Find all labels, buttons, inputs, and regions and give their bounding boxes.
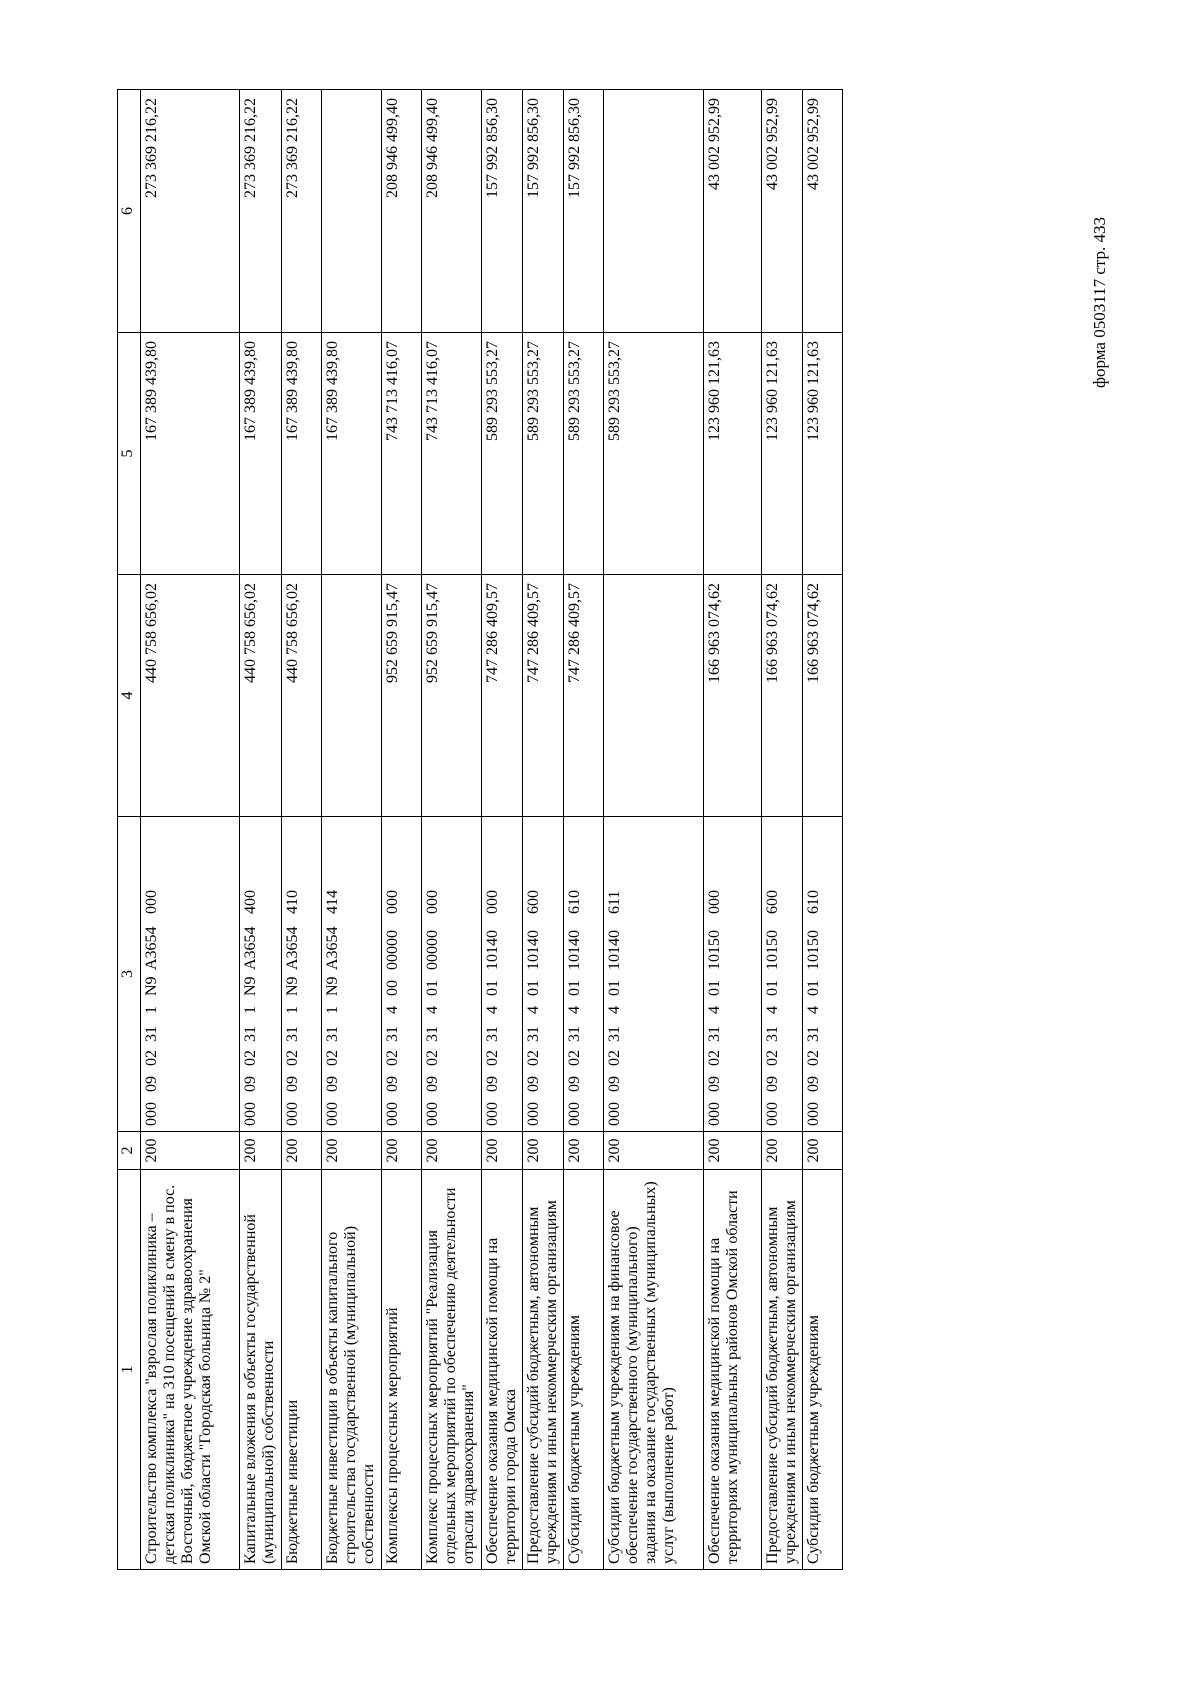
- code-part: A3654: [242, 926, 259, 970]
- code-part: 1: [242, 1006, 259, 1014]
- code-part: 01: [805, 980, 822, 996]
- code-part: 10140: [525, 930, 542, 970]
- row-value-col5: 167 389 439,80: [282, 333, 322, 575]
- row-value-col4: 952 659 915,47: [382, 575, 422, 817]
- code-part: 400: [242, 890, 259, 914]
- table-row: [604, 90, 704, 1570]
- code-part: 02: [424, 1050, 441, 1066]
- code-part: 000: [764, 1102, 781, 1126]
- code-part: 000: [424, 890, 441, 914]
- row-line-code: 200: [282, 1132, 322, 1170]
- row-budget-code: [282, 817, 322, 1132]
- code-part: 09: [384, 1076, 401, 1092]
- table-row: [382, 90, 422, 1570]
- code-part: 4: [384, 1006, 401, 1014]
- row-line-code: 200: [604, 1132, 704, 1170]
- code-part: 31: [384, 1026, 401, 1042]
- row-line-code: 200: [382, 1132, 422, 1170]
- row-value-col5: 167 389 439,80: [141, 333, 240, 575]
- code-part: 01: [764, 980, 781, 996]
- code-part: 31: [805, 1026, 822, 1042]
- row-value-col6: 157 992 856,30: [564, 90, 604, 333]
- column-header-4: 4: [118, 575, 141, 817]
- code-part: 01: [706, 980, 723, 996]
- code-part: 09: [706, 1076, 723, 1092]
- row-value-col4: 952 659 915,47: [422, 575, 482, 817]
- row-value-col5: 123 960 121,63: [704, 333, 762, 575]
- row-line-code: 200: [704, 1132, 762, 1170]
- code-part: 4: [566, 1006, 583, 1014]
- row-budget-code: [422, 817, 482, 1132]
- code-part: 10140: [606, 930, 623, 970]
- code-part: 000: [143, 890, 160, 914]
- row-budget-code: [604, 817, 704, 1132]
- code-part: 4: [764, 1006, 781, 1014]
- code-part: N9: [324, 976, 341, 996]
- table-row: [704, 90, 762, 1570]
- row-name: Строительство комплекса "взрослая поликлиника – детская поликлиника" на 310 посещений в смену в пос. Восточный, бюджетное учреждение здравоохранения Омской области "Городская больница № 2": [141, 1170, 240, 1570]
- table-row: [523, 90, 564, 1570]
- code-part: 610: [805, 890, 822, 914]
- form-label: форма 0503117 стр. 433: [1090, 217, 1109, 388]
- table-row: [322, 90, 382, 1570]
- row-budget-code: [382, 817, 422, 1132]
- code-part: 000: [324, 1102, 341, 1126]
- table-row: [803, 90, 843, 1570]
- row-value-col4: 440 758 656,02: [141, 575, 240, 817]
- row-value-col5: 123 960 121,63: [803, 333, 843, 575]
- code-part: N9: [143, 976, 160, 996]
- code-part: A3654: [143, 926, 160, 970]
- code-part: 09: [324, 1076, 341, 1092]
- code-part: 02: [764, 1050, 781, 1066]
- row-value-col6: 273 369 216,22: [141, 90, 240, 333]
- row-line-code: 200: [322, 1132, 382, 1170]
- row-name: Бюджетные инвестиции в объекты капитального строительства государственной (муниципальной) собственности: [322, 1170, 382, 1570]
- code-part: 09: [484, 1076, 501, 1092]
- row-value-col5: 123 960 121,63: [762, 333, 803, 575]
- code-part: 02: [324, 1050, 341, 1066]
- row-value-col4: [604, 575, 704, 817]
- row-value-col4: [322, 575, 382, 817]
- code-part: A3654: [324, 926, 341, 970]
- row-budget-code: [141, 817, 240, 1132]
- row-value-col4: 166 963 074,62: [762, 575, 803, 817]
- code-part: 000: [384, 890, 401, 914]
- row-line-code: 200: [564, 1132, 604, 1170]
- code-part: 600: [525, 890, 542, 914]
- code-part: 000: [242, 1102, 259, 1126]
- row-value-col5: 743 713 416,07: [422, 333, 482, 575]
- code-part: 1: [284, 1006, 301, 1014]
- row-line-code: 200: [803, 1132, 843, 1170]
- table-body: [141, 90, 843, 1570]
- table-row: [240, 90, 282, 1570]
- row-line-code: 200: [482, 1132, 523, 1170]
- row-name: Капитальные вложения в объекты государственной (муниципальной) собственности: [240, 1170, 282, 1570]
- code-part: 31: [484, 1026, 501, 1042]
- code-part: 31: [566, 1026, 583, 1042]
- row-value-col5: 589 293 553,27: [523, 333, 564, 575]
- column-header-6: 6: [118, 90, 141, 333]
- table-row: [422, 90, 482, 1570]
- code-part: 10150: [764, 930, 781, 970]
- code-part: 10140: [566, 930, 583, 970]
- row-value-col6: 157 992 856,30: [482, 90, 523, 333]
- row-budget-code: [704, 817, 762, 1132]
- code-part: 610: [566, 890, 583, 914]
- code-part: 4: [706, 1006, 723, 1014]
- code-part: 31: [706, 1026, 723, 1042]
- code-part: 09: [284, 1076, 301, 1092]
- code-part: 000: [805, 1102, 822, 1126]
- row-value-col5: 589 293 553,27: [482, 333, 523, 575]
- code-part: 31: [606, 1026, 623, 1042]
- row-budget-code: [240, 817, 282, 1132]
- row-line-code: 200: [141, 1132, 240, 1170]
- row-budget-code: [564, 817, 604, 1132]
- code-part: 000: [484, 890, 501, 914]
- code-part: 000: [566, 1102, 583, 1126]
- code-part: 01: [484, 980, 501, 996]
- code-part: 09: [525, 1076, 542, 1092]
- row-line-code: 200: [762, 1132, 803, 1170]
- row-value-col4: 747 286 409,57: [482, 575, 523, 817]
- row-value-col4: 747 286 409,57: [564, 575, 604, 817]
- code-part: 000: [143, 1102, 160, 1126]
- code-part: 01: [566, 980, 583, 996]
- code-part: 31: [324, 1026, 341, 1042]
- table-row: [141, 90, 240, 1570]
- code-part: 000: [384, 1102, 401, 1126]
- row-value-col6: 157 992 856,30: [523, 90, 564, 333]
- code-part: 000: [484, 1102, 501, 1126]
- row-budget-code: [762, 817, 803, 1132]
- column-header-2: 2: [118, 1132, 141, 1170]
- row-name: Обеспечение оказания медицинской помощи на территориях муниципальных районов Омской области: [704, 1170, 762, 1570]
- code-part: 00: [384, 980, 401, 996]
- row-value-col4: 440 758 656,02: [282, 575, 322, 817]
- table-row: [564, 90, 604, 1570]
- code-part: 31: [764, 1026, 781, 1042]
- row-budget-code: [482, 817, 523, 1132]
- code-part: N9: [242, 976, 259, 996]
- row-value-col6: [322, 90, 382, 333]
- code-part: 31: [284, 1026, 301, 1042]
- code-part: 01: [424, 980, 441, 996]
- row-name: Комплекс процессных мероприятий "Реализация отдельных мероприятий по обеспечению деятельности отрасли здравоохранения": [422, 1170, 482, 1570]
- code-part: 02: [606, 1050, 623, 1066]
- table-row: [282, 90, 322, 1570]
- report-table: [117, 89, 843, 1570]
- code-part: 000: [424, 1102, 441, 1126]
- row-budget-code: [322, 817, 382, 1132]
- column-header-3: 3: [118, 817, 141, 1132]
- code-part: 09: [143, 1076, 160, 1092]
- row-value-col5: 743 713 416,07: [382, 333, 422, 575]
- code-part: 1: [143, 1006, 160, 1014]
- code-part: 31: [525, 1026, 542, 1042]
- code-part: 02: [706, 1050, 723, 1066]
- row-value-col6: 43 002 952,99: [762, 90, 803, 333]
- row-name: Предоставление субсидий бюджетным, автономным учреждениям и иным некоммерческим организациям: [762, 1170, 803, 1570]
- code-part: 09: [424, 1076, 441, 1092]
- row-value-col4: 166 963 074,62: [803, 575, 843, 817]
- row-value-col6: 208 946 499,40: [382, 90, 422, 333]
- code-part: 02: [242, 1050, 259, 1066]
- code-part: 02: [384, 1050, 401, 1066]
- row-value-col6: 273 369 216,22: [282, 90, 322, 333]
- row-value-col4: 166 963 074,62: [704, 575, 762, 817]
- code-part: 02: [143, 1050, 160, 1066]
- code-part: 4: [424, 1006, 441, 1014]
- row-value-col5: 167 389 439,80: [322, 333, 382, 575]
- row-value-col6: [604, 90, 704, 333]
- code-part: 000: [706, 890, 723, 914]
- code-part: 02: [805, 1050, 822, 1066]
- row-value-col4: 440 758 656,02: [240, 575, 282, 817]
- row-value-col5: 589 293 553,27: [564, 333, 604, 575]
- row-value-col4: 747 286 409,57: [523, 575, 564, 817]
- code-part: 414: [324, 890, 341, 914]
- code-part: 4: [805, 1006, 822, 1014]
- table-row: [482, 90, 523, 1570]
- row-line-code: 200: [240, 1132, 282, 1170]
- code-part: 000: [525, 1102, 542, 1126]
- code-part: 01: [606, 980, 623, 996]
- code-part: 02: [525, 1050, 542, 1066]
- code-part: 00000: [384, 930, 401, 970]
- code-part: 09: [764, 1076, 781, 1092]
- code-part: 02: [484, 1050, 501, 1066]
- row-value-col6: 43 002 952,99: [704, 90, 762, 333]
- code-part: 31: [242, 1026, 259, 1042]
- code-part: 01: [525, 980, 542, 996]
- code-part: 000: [706, 1102, 723, 1126]
- code-part: 600: [764, 890, 781, 914]
- code-part: 31: [143, 1026, 160, 1042]
- code-part: 09: [566, 1076, 583, 1092]
- row-value-col6: 208 946 499,40: [422, 90, 482, 333]
- row-budget-code: [803, 817, 843, 1132]
- column-header-1: 1: [118, 1170, 141, 1570]
- code-part: 09: [805, 1076, 822, 1092]
- row-value-col5: 589 293 553,27: [604, 333, 704, 575]
- row-name: Субсидии бюджетным учреждениям на финансовое обеспечение государственного (муниципального) задания на оказание государственных (муниципальных) услуг (выполнение работ): [604, 1170, 704, 1570]
- row-name: Комплексы процессных мероприятий: [382, 1170, 422, 1570]
- code-part: 10150: [805, 930, 822, 970]
- code-part: A3654: [284, 926, 301, 970]
- row-line-code: 200: [523, 1132, 564, 1170]
- report-table-wrapper: [117, 90, 1092, 1570]
- code-part: 410: [284, 890, 301, 914]
- column-header-5: 5: [118, 333, 141, 575]
- row-name: Обеспечение оказания медицинской помощи на территории города Омска: [482, 1170, 523, 1570]
- code-part: 000: [284, 1102, 301, 1126]
- row-name: Субсидии бюджетным учреждениям: [564, 1170, 604, 1570]
- code-part: 02: [284, 1050, 301, 1066]
- code-part: 4: [606, 1006, 623, 1014]
- code-part: 4: [484, 1006, 501, 1014]
- code-part: 00000: [424, 930, 441, 970]
- code-part: 611: [606, 890, 623, 914]
- row-name: Бюджетные инвестиции: [282, 1170, 322, 1570]
- row-name: Субсидии бюджетным учреждениям: [803, 1170, 843, 1570]
- code-part: 1: [324, 1006, 341, 1014]
- code-part: N9: [284, 976, 301, 996]
- code-part: 09: [606, 1076, 623, 1092]
- code-part: 31: [424, 1026, 441, 1042]
- code-part: 10140: [484, 930, 501, 970]
- row-value-col5: 167 389 439,80: [240, 333, 282, 575]
- code-part: 10150: [706, 930, 723, 970]
- row-budget-code: [523, 817, 564, 1132]
- code-part: 02: [566, 1050, 583, 1066]
- report-table-rotated: [117, 90, 1092, 1570]
- code-part: 09: [242, 1076, 259, 1092]
- code-part: 000: [606, 1102, 623, 1126]
- row-line-code: 200: [422, 1132, 482, 1170]
- header-row: [118, 90, 141, 1570]
- row-value-col6: 43 002 952,99: [803, 90, 843, 333]
- table-row: [762, 90, 803, 1570]
- row-name: Предоставление субсидий бюджетным, автономным учреждениям и иным некоммерческим организациям: [523, 1170, 564, 1570]
- code-part: 4: [525, 1006, 542, 1014]
- row-value-col6: 273 369 216,22: [240, 90, 282, 333]
